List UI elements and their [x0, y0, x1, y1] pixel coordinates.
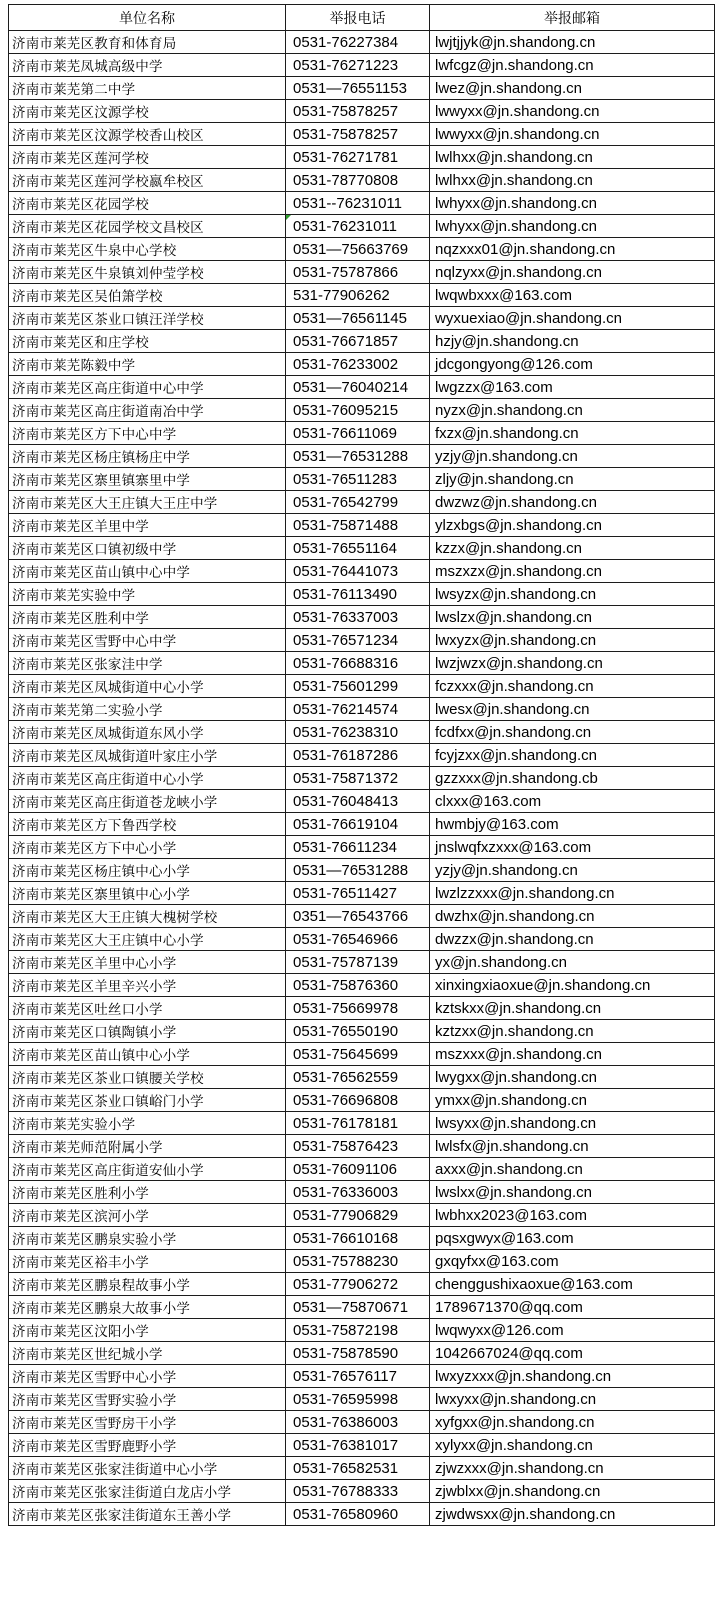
unit-name-cell: 济南市莱芜区高庄街道苍龙峡小学 [9, 790, 286, 813]
table-row [9, 905, 715, 928]
unit-name-cell: 济南市莱芜区高庄街道安仙小学 [9, 1158, 286, 1181]
table-row [9, 77, 715, 100]
email-cell: dwzzx@jn.shandong.cn [430, 928, 715, 951]
phone-cell: 0531--76231011 [286, 192, 430, 215]
column-header-report-phone: 举报电话 [286, 5, 430, 31]
table-row [9, 744, 715, 767]
phone-cell: 0531-75871372 [286, 767, 430, 790]
email-cell: fxzx@jn.shandong.cn [430, 422, 715, 445]
table-row [9, 100, 715, 123]
unit-name-cell: 济南市莱芜区凤城街道中心小学 [9, 675, 286, 698]
phone-cell: 0531-76696808 [286, 1089, 430, 1112]
unit-name-cell: 济南市莱芜区寨里镇寨里中学 [9, 468, 286, 491]
email-cell: lwsyxx@jn.shandong.cn [430, 1112, 715, 1135]
table-row [9, 1089, 715, 1112]
table-row [9, 583, 715, 606]
unit-name-cell: 济南市莱芜区雪野实验小学 [9, 1388, 286, 1411]
email-cell: 1789671370@qq.com [430, 1296, 715, 1319]
email-cell: xyfgxx@jn.shandong.cn [430, 1411, 715, 1434]
unit-name-cell: 济南市莱芜区胜利中学 [9, 606, 286, 629]
email-cell: lwqwbxxx@163.com [430, 284, 715, 307]
unit-name-cell: 济南市莱芜区汶源学校 [9, 100, 286, 123]
unit-name-cell: 济南市莱芜区雪野中心中学 [9, 629, 286, 652]
unit-name-cell: 济南市莱芜凤城高级中学 [9, 54, 286, 77]
phone-cell: 0531-76576117 [286, 1365, 430, 1388]
phone-cell: 0531-76580960 [286, 1503, 430, 1526]
email-cell: kzzx@jn.shandong.cn [430, 537, 715, 560]
email-cell: lwgzzx@163.com [430, 376, 715, 399]
email-cell: lwfcgz@jn.shandong.cn [430, 54, 715, 77]
table-row [9, 997, 715, 1020]
phone-cell: 0531-75788230 [286, 1250, 430, 1273]
email-cell: axxx@jn.shandong.cn [430, 1158, 715, 1181]
email-cell: gzzxxx@jn.shandong.cb [430, 767, 715, 790]
email-cell: xylyxx@jn.shandong.cn [430, 1434, 715, 1457]
unit-name-cell: 济南市莱芜区羊里中学 [9, 514, 286, 537]
phone-cell: 0531-76546966 [286, 928, 430, 951]
table-row [9, 491, 715, 514]
email-cell: mszxzx@jn.shandong.cn [430, 560, 715, 583]
phone-cell: 0531-76582531 [286, 1457, 430, 1480]
unit-name-cell: 济南市莱芜师范附属小学 [9, 1135, 286, 1158]
email-cell: chenggushixaoxue@163.com [430, 1273, 715, 1296]
email-cell: lwhyxx@jn.shandong.cn [430, 215, 715, 238]
email-cell: lwlsfx@jn.shandong.cn [430, 1135, 715, 1158]
unit-name-cell: 济南市莱芜区苗山镇中心中学 [9, 560, 286, 583]
email-cell: ymxx@jn.shandong.cn [430, 1089, 715, 1112]
table-row [9, 767, 715, 790]
table-row [9, 353, 715, 376]
phone-cell: 0531-76571234 [286, 629, 430, 652]
unit-name-cell: 济南市莱芜区方下中心小学 [9, 836, 286, 859]
phone-cell: 0531-76271223 [286, 54, 430, 77]
table-row [9, 146, 715, 169]
unit-name-cell: 济南市莱芜区苗山镇中心小学 [9, 1043, 286, 1066]
unit-name-cell: 济南市莱芜区羊里中心小学 [9, 951, 286, 974]
table-row [9, 1480, 715, 1503]
phone-cell: 0531—76040214 [286, 376, 430, 399]
phone-cell: 0531-76441073 [286, 560, 430, 583]
table-row [9, 54, 715, 77]
phone-cell: 0531-76187286 [286, 744, 430, 767]
table-row [9, 284, 715, 307]
phone-cell: 0531-75872198 [286, 1319, 430, 1342]
unit-name-cell: 济南市莱芜区吐丝口小学 [9, 997, 286, 1020]
table-row [9, 928, 715, 951]
table-row [9, 376, 715, 399]
unit-name-cell: 济南市莱芜区雪野鹿野小学 [9, 1434, 286, 1457]
unit-name-cell: 济南市莱芜区凤城街道东风小学 [9, 721, 286, 744]
email-cell: lwzlzzxxx@jn.shandong.cn [430, 882, 715, 905]
phone-cell: 0531-76611234 [286, 836, 430, 859]
table-row [9, 1319, 715, 1342]
table-row [9, 859, 715, 882]
phone-cell: 0531—76531288 [286, 859, 430, 882]
phone-cell: 0531-75787866 [286, 261, 430, 284]
email-cell: zjwdwsxx@jn.shandong.cn [430, 1503, 715, 1526]
phone-cell: 0531-78770808 [286, 169, 430, 192]
table-row [9, 1020, 715, 1043]
table-row [9, 974, 715, 997]
unit-name-cell: 济南市莱芜实验中学 [9, 583, 286, 606]
phone-cell: 0531-75601299 [286, 675, 430, 698]
table-row [9, 468, 715, 491]
table-row [9, 123, 715, 146]
unit-name-cell: 济南市莱芜区高庄街道南冶中学 [9, 399, 286, 422]
phone-cell: 0531-75787139 [286, 951, 430, 974]
email-cell: gxqyfxx@163.com [430, 1250, 715, 1273]
phone-cell: 0531-76688316 [286, 652, 430, 675]
table-row [9, 261, 715, 284]
table-row [9, 307, 715, 330]
header-row [9, 5, 715, 31]
table-row [9, 882, 715, 905]
email-cell: lwwyxx@jn.shandong.cn [430, 123, 715, 146]
phone-cell: 0531-76214574 [286, 698, 430, 721]
email-cell: hwmbjy@163.com [430, 813, 715, 836]
email-cell: jnslwqfxzxxx@163.com [430, 836, 715, 859]
unit-name-cell: 济南市莱芜区鹏泉大故事小学 [9, 1296, 286, 1319]
email-cell: fcyjzxx@jn.shandong.cn [430, 744, 715, 767]
phone-cell: 0531-76231011 [286, 215, 430, 238]
unit-name-cell: 济南市莱芜区花园学校 [9, 192, 286, 215]
email-cell: lwxyxx@jn.shandong.cn [430, 1388, 715, 1411]
phone-cell: 0531—76551153 [286, 77, 430, 100]
green-triangle-marker [286, 215, 291, 220]
unit-name-cell: 济南市莱芜区牛泉中心学校 [9, 238, 286, 261]
unit-name-cell: 济南市莱芜第二实验小学 [9, 698, 286, 721]
phone-cell: 0531-76542799 [286, 491, 430, 514]
email-cell: lwqwyxx@126.com [430, 1319, 715, 1342]
unit-name-cell: 济南市莱芜区张家洼街道中心小学 [9, 1457, 286, 1480]
table-row [9, 537, 715, 560]
table-row [9, 813, 715, 836]
email-cell: lwez@jn.shandong.cn [430, 77, 715, 100]
unit-name-cell: 济南市莱芜区莲河学校嬴牟校区 [9, 169, 286, 192]
email-cell: kztzxx@jn.shandong.cn [430, 1020, 715, 1043]
phone-cell: 0531-76551164 [286, 537, 430, 560]
email-cell: pqsxgwyx@163.com [430, 1227, 715, 1250]
email-cell: nqlzyxx@jn.shandong.cn [430, 261, 715, 284]
phone-cell: 0531-75878257 [286, 123, 430, 146]
email-cell: 1042667024@qq.com [430, 1342, 715, 1365]
table-row [9, 514, 715, 537]
unit-name-cell: 济南市莱芜第二中学 [9, 77, 286, 100]
table-row [9, 1250, 715, 1273]
table-row [9, 330, 715, 353]
email-cell: nqzxxx01@jn.shandong.cn [430, 238, 715, 261]
table-row [9, 238, 715, 261]
phone-cell: 0531-76048413 [286, 790, 430, 813]
phone-cell: 0531-76562559 [286, 1066, 430, 1089]
phone-cell: 0531-76511283 [286, 468, 430, 491]
email-cell: ylzxbgs@jn.shandong.cn [430, 514, 715, 537]
email-cell: wyxuexiao@jn.shandong.cn [430, 307, 715, 330]
phone-cell: 0531—75663769 [286, 238, 430, 261]
table-row [9, 836, 715, 859]
table-row [9, 790, 715, 813]
unit-name-cell: 济南市莱芜区方下中心中学 [9, 422, 286, 445]
unit-name-cell: 济南市莱芜区张家洼中学 [9, 652, 286, 675]
unit-name-cell: 济南市莱芜区莲河学校 [9, 146, 286, 169]
email-cell: hzjy@jn.shandong.cn [430, 330, 715, 353]
unit-name-cell: 济南市莱芜区凤城街道叶家庄小学 [9, 744, 286, 767]
phone-cell: 0531-76091106 [286, 1158, 430, 1181]
unit-name-cell: 济南市莱芜区汶阳小学 [9, 1319, 286, 1342]
phone-cell: 0531—76561145 [286, 307, 430, 330]
unit-name-cell: 济南市莱芜区吴伯箫学校 [9, 284, 286, 307]
unit-name-cell: 济南市莱芜区牛泉镇刘仲莹学校 [9, 261, 286, 284]
unit-name-cell: 济南市莱芜区口镇初级中学 [9, 537, 286, 560]
table-row [9, 1181, 715, 1204]
phone-cell: 0531-76095215 [286, 399, 430, 422]
unit-name-cell: 济南市莱芜区大王庄镇大王庄中学 [9, 491, 286, 514]
table-row [9, 1365, 715, 1388]
unit-name-cell: 济南市莱芜区高庄街道中心中学 [9, 376, 286, 399]
email-cell: yzjy@jn.shandong.cn [430, 445, 715, 468]
unit-name-cell: 济南市莱芜区雪野房干小学 [9, 1411, 286, 1434]
email-cell: dwzwz@jn.shandong.cn [430, 491, 715, 514]
email-cell: xinxingxiaoxue@jn.shandong.cn [430, 974, 715, 997]
table-row [9, 675, 715, 698]
table-row [9, 721, 715, 744]
phone-cell: 0531-76671857 [286, 330, 430, 353]
unit-name-cell: 济南市莱芜区寨里镇中心小学 [9, 882, 286, 905]
unit-name-cell: 济南市莱芜区张家洼街道东王善小学 [9, 1503, 286, 1526]
table-row [9, 1342, 715, 1365]
email-cell: lwlhxx@jn.shandong.cn [430, 169, 715, 192]
unit-name-cell: 济南市莱芜区汶源学校香山校区 [9, 123, 286, 146]
email-cell: zjwblxx@jn.shandong.cn [430, 1480, 715, 1503]
phone-cell: 0351—76543766 [286, 905, 430, 928]
email-cell: lwhyxx@jn.shandong.cn [430, 192, 715, 215]
phone-cell: 0531-75878257 [286, 100, 430, 123]
table-row [9, 1112, 715, 1135]
phone-cell: 0531-76227384 [286, 31, 430, 54]
unit-name-cell: 济南市莱芜区张家洼街道白龙店小学 [9, 1480, 286, 1503]
unit-name-cell: 济南市莱芜区和庄学校 [9, 330, 286, 353]
phone-cell: 531-77906262 [286, 284, 430, 307]
table-body [9, 31, 715, 1526]
table-row [9, 1273, 715, 1296]
table-row [9, 31, 715, 54]
email-cell: fczxxx@jn.shandong.cn [430, 675, 715, 698]
unit-name-cell: 济南市莱芜区大王庄镇中心小学 [9, 928, 286, 951]
email-cell: lwygxx@jn.shandong.cn [430, 1066, 715, 1089]
phone-cell: 0531-76233002 [286, 353, 430, 376]
unit-name-cell: 济南市莱芜实验小学 [9, 1112, 286, 1135]
phone-cell: 0531-76238310 [286, 721, 430, 744]
unit-name-cell: 济南市莱芜区鹏泉实验小学 [9, 1227, 286, 1250]
phone-cell: 0531-76511427 [286, 882, 430, 905]
column-header-report-email: 举报邮箱 [430, 5, 715, 31]
unit-name-cell: 济南市莱芜区方下鲁西学校 [9, 813, 286, 836]
phone-cell: 0531-76337003 [286, 606, 430, 629]
table-row [9, 1158, 715, 1181]
table-row [9, 1296, 715, 1319]
table-row [9, 1043, 715, 1066]
table-row [9, 652, 715, 675]
table-row [9, 215, 715, 238]
email-cell: lwesx@jn.shandong.cn [430, 698, 715, 721]
phone-cell: 0531-76381017 [286, 1434, 430, 1457]
phone-cell: 0531-75876360 [286, 974, 430, 997]
unit-name-cell: 济南市莱芜区滨河小学 [9, 1204, 286, 1227]
table-row [9, 445, 715, 468]
table-row [9, 606, 715, 629]
unit-name-cell: 济南市莱芜区花园学校文昌校区 [9, 215, 286, 238]
phone-cell: 0531-76386003 [286, 1411, 430, 1434]
email-cell: mszxxx@jn.shandong.cn [430, 1043, 715, 1066]
unit-name-cell: 济南市莱芜区胜利小学 [9, 1181, 286, 1204]
unit-name-cell: 济南市莱芜区高庄街道中心小学 [9, 767, 286, 790]
table-row [9, 1411, 715, 1434]
report-contact-table [8, 4, 715, 1526]
email-cell: fcdfxx@jn.shandong.cn [430, 721, 715, 744]
email-cell: yx@jn.shandong.cn [430, 951, 715, 974]
email-cell: lwslxx@jn.shandong.cn [430, 1181, 715, 1204]
unit-name-cell: 济南市莱芜区杨庄镇杨庄中学 [9, 445, 286, 468]
unit-name-cell: 济南市莱芜区杨庄镇中心小学 [9, 859, 286, 882]
email-cell: zljy@jn.shandong.cn [430, 468, 715, 491]
table-row [9, 629, 715, 652]
phone-cell: 0531-76336003 [286, 1181, 430, 1204]
email-cell: lwxyzx@jn.shandong.cn [430, 629, 715, 652]
table-row [9, 1503, 715, 1526]
email-cell: lwjtjjyk@jn.shandong.cn [430, 31, 715, 54]
table-row [9, 1066, 715, 1089]
phone-cell: 0531-77906829 [286, 1204, 430, 1227]
email-cell: lwlhxx@jn.shandong.cn [430, 146, 715, 169]
email-cell: jdcgongyong@126.com [430, 353, 715, 376]
unit-name-cell: 济南市莱芜区茶业口镇汪洋学校 [9, 307, 286, 330]
unit-name-cell: 济南市莱芜区茶业口镇腰关学校 [9, 1066, 286, 1089]
unit-name-cell: 济南市莱芜陈毅中学 [9, 353, 286, 376]
email-cell: lwzjwzx@jn.shandong.cn [430, 652, 715, 675]
table-row [9, 1227, 715, 1250]
phone-cell: 0531-76595998 [286, 1388, 430, 1411]
phone-cell: 0531-77906272 [286, 1273, 430, 1296]
phone-cell: 0531-76610168 [286, 1227, 430, 1250]
phone-cell: 0531-75876423 [286, 1135, 430, 1158]
table-row [9, 1457, 715, 1480]
phone-cell: 0531-75878590 [286, 1342, 430, 1365]
column-header-unit-name: 单位名称 [9, 5, 286, 31]
table-row [9, 560, 715, 583]
table-row [9, 698, 715, 721]
phone-cell: 0531—75870671 [286, 1296, 430, 1319]
table-row [9, 951, 715, 974]
phone-cell: 0531-76550190 [286, 1020, 430, 1043]
email-cell: lwxyzxxx@jn.shandong.cn [430, 1365, 715, 1388]
table-row [9, 192, 715, 215]
table-row [9, 399, 715, 422]
email-cell: yzjy@jn.shandong.cn [430, 859, 715, 882]
unit-name-cell: 济南市莱芜区裕丰小学 [9, 1250, 286, 1273]
unit-name-cell: 济南市莱芜区羊里辛兴小学 [9, 974, 286, 997]
table-row [9, 1388, 715, 1411]
table-row [9, 1434, 715, 1457]
table-row [9, 1135, 715, 1158]
email-cell: lwslzx@jn.shandong.cn [430, 606, 715, 629]
unit-name-cell: 济南市莱芜区雪野中心小学 [9, 1365, 286, 1388]
email-cell: nyzx@jn.shandong.cn [430, 399, 715, 422]
phone-cell: 0531-75645699 [286, 1043, 430, 1066]
unit-name-cell: 济南市莱芜区茶业口镇峪门小学 [9, 1089, 286, 1112]
phone-cell: 0531-76113490 [286, 583, 430, 606]
unit-name-cell: 济南市莱芜区教育和体育局 [9, 31, 286, 54]
table-row [9, 422, 715, 445]
unit-name-cell: 济南市莱芜区鹏泉程故事小学 [9, 1273, 286, 1296]
unit-name-cell: 济南市莱芜区口镇陶镇小学 [9, 1020, 286, 1043]
phone-cell: 0531-76611069 [286, 422, 430, 445]
unit-name-cell: 济南市莱芜区世纪城小学 [9, 1342, 286, 1365]
table-row [9, 1204, 715, 1227]
email-cell: kztskxx@jn.shandong.cn [430, 997, 715, 1020]
table-row [9, 169, 715, 192]
phone-cell: 0531-76788333 [286, 1480, 430, 1503]
email-cell: dwzhx@jn.shandong.cn [430, 905, 715, 928]
email-cell: lwwyxx@jn.shandong.cn [430, 100, 715, 123]
email-cell: lwbhxx2023@163.com [430, 1204, 715, 1227]
email-cell: zjwzxxx@jn.shandong.cn [430, 1457, 715, 1480]
phone-cell: 0531-76271781 [286, 146, 430, 169]
phone-cell: 0531-75669978 [286, 997, 430, 1020]
table-header [9, 5, 715, 31]
phone-cell: 0531-75871488 [286, 514, 430, 537]
phone-cell: 0531—76531288 [286, 445, 430, 468]
phone-cell: 0531-76178181 [286, 1112, 430, 1135]
email-cell: clxxx@163.com [430, 790, 715, 813]
unit-name-cell: 济南市莱芜区大王庄镇大槐树学校 [9, 905, 286, 928]
email-cell: lwsyzx@jn.shandong.cn [430, 583, 715, 606]
phone-cell: 0531-76619104 [286, 813, 430, 836]
